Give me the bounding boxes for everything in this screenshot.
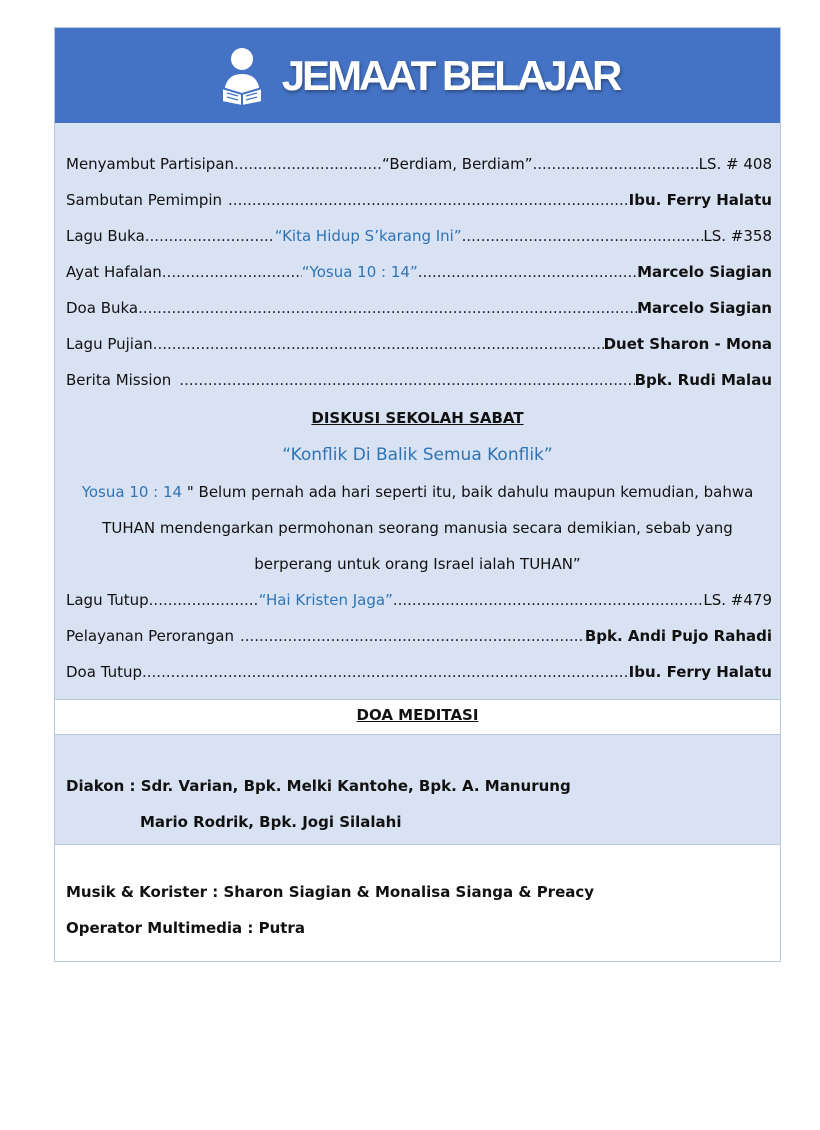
music-credit: Musik & Korister : Sharon Siagian & Monalisa Sianga & Preacy [66, 883, 595, 901]
program-row [66, 663, 772, 687]
program-label: Berita Mission [66, 371, 172, 389]
deacons-line-1: Diakon : Sdr. Varian, Bpk. Melki Kantohe, Bpk. A. Manurung [66, 777, 571, 795]
verse-ref: Yosua 10 : 14 [81, 483, 183, 501]
program-value: LS. # 408 [698, 155, 772, 173]
verse-line-3: berperang untuk orang Israel ialah TUHAN” [254, 555, 581, 573]
program-value: Ibu. Ferry Halatu [628, 191, 772, 209]
program-label: Lagu Tutup [66, 591, 149, 609]
program-verse: “Yosua 10 : 14” [301, 263, 418, 281]
program-row [66, 591, 772, 615]
program-value: Marcelo Siagian [637, 299, 772, 317]
program-value: LS. #358 [703, 227, 772, 245]
program-label: Doa Tutup [66, 663, 142, 681]
program-row [66, 371, 772, 395]
program-value: LS. #479 [703, 591, 772, 609]
program-label: Lagu Buka [66, 227, 145, 245]
operator-credit: Operator Multimedia : Putra [66, 919, 305, 937]
program-row [66, 227, 772, 251]
program-label: Menyambut Partisipan [66, 155, 235, 173]
bulletin-card [54, 27, 781, 962]
program-row [66, 155, 772, 179]
discussion-heading: DISKUSI SEKOLAH SABAT [311, 409, 524, 427]
program-label: Doa Buka [66, 299, 139, 317]
credits-section [55, 844, 780, 961]
program-label: Ayat Hafalan [66, 263, 162, 281]
meditation-heading: DOA MEDITASI [356, 706, 479, 724]
program-row [66, 627, 772, 651]
deacons-section [55, 735, 780, 844]
program-label: Pelayanan Perorangan [66, 627, 234, 645]
program-row [66, 335, 772, 359]
meditation-section [55, 699, 780, 735]
verse-line-2: TUHAN mendengarkan permohonan seorang manusia secara demikian, sebab yang [102, 519, 733, 537]
program-row [66, 191, 772, 215]
program-song: “Kita Hidup S’karang Ini” [274, 227, 462, 245]
program-value: Duet Sharon - Mona [603, 335, 772, 353]
program-label: Lagu Pujian [66, 335, 153, 353]
program-value: Bpk. Rudi Malau [634, 371, 772, 389]
program-song: “Hai Kristen Jaga” [258, 591, 393, 609]
reader-icon [216, 46, 268, 106]
verse-line-1: Yosua 10 : 14 " Belum pernah ada hari seperti itu, baik dahulu maupun kemudian, bahwa [81, 483, 754, 501]
header-banner [55, 28, 780, 123]
program-value: Ibu. Ferry Halatu [628, 663, 772, 681]
program-label: Sambutan Pemimpin [66, 191, 223, 209]
deacons-line-2: Mario Rodrik, Bpk. Jogi Silalahi [140, 813, 402, 831]
program-section [55, 123, 780, 699]
program-row [66, 263, 772, 287]
program-value: Bpk. Andi Pujo Rahadi [584, 627, 772, 645]
program-row [66, 299, 772, 323]
discussion-topic: “Konflik Di Balik Semua Konflik” [282, 445, 553, 465]
page-title: JEMAAT BELAJAR [281, 51, 620, 99]
program-value: Marcelo Siagian [637, 263, 772, 281]
program-song: “Berdiam, Berdiam” [382, 155, 533, 173]
